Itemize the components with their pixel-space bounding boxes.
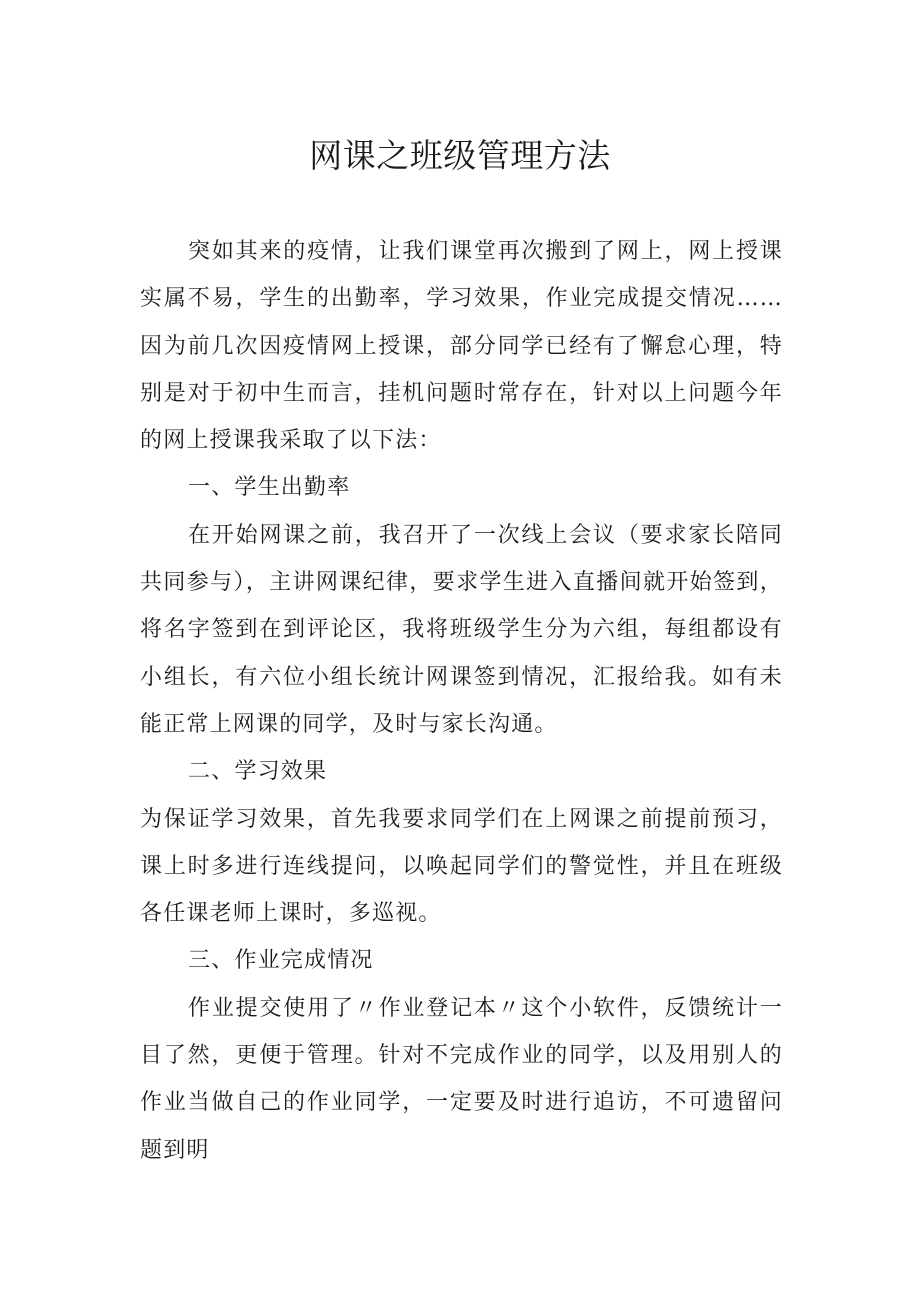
section-heading-homework: 三、作业完成情况 bbox=[188, 948, 374, 974]
intro-paragraph: 突如其来的疫情，让我们课堂再次搬到了网上，网上授课实属不易，学生的出勤率，学习效果，作业完成提交情况……因为前几次因疫情网上授课，部分同学已经有了懈怠心理，特别是对于初中生而言，挂机问题时常存在，针对以上问题今年的网上授课我采取了以下法： bbox=[140, 239, 783, 454]
section-heading-learning-effect: 二、学习效果 bbox=[188, 759, 328, 785]
homework-paragraph: 作业提交使用了〃作业登记本〃这个小软件，反馈统计一目了然，更便于管理。针对不完成作业的同学，以及用别人的作业当做自己的作业同学，一定要及时进行追访，不可遗留问题到明 bbox=[140, 995, 783, 1163]
document-body bbox=[140, 228, 783, 1174]
attendance-paragraph: 在开始网课之前，我召开了一次线上会议（要求家长陪同共同参与），主讲网课纪律，要求学生进入直播间就开始签到，将名字签到在到评论区，我将班级学生分为六组，每组都设有小组长，有六位小组长统计网课签到情况，汇报给我。如有未能正常上网课的同学，及时与家长沟通。 bbox=[140, 522, 783, 737]
section-heading-attendance: 一、学生出勤率 bbox=[188, 475, 351, 501]
learning-effect-paragraph: 为保证学习效果，首先我要求同学们在上网课之前提前预习，课上时多进行连线提问，以唤起同学们的警觉性，并且在班级各任课老师上课时，多巡视。 bbox=[140, 806, 783, 927]
document-title: 网课之班级管理方法 bbox=[309, 136, 611, 175]
